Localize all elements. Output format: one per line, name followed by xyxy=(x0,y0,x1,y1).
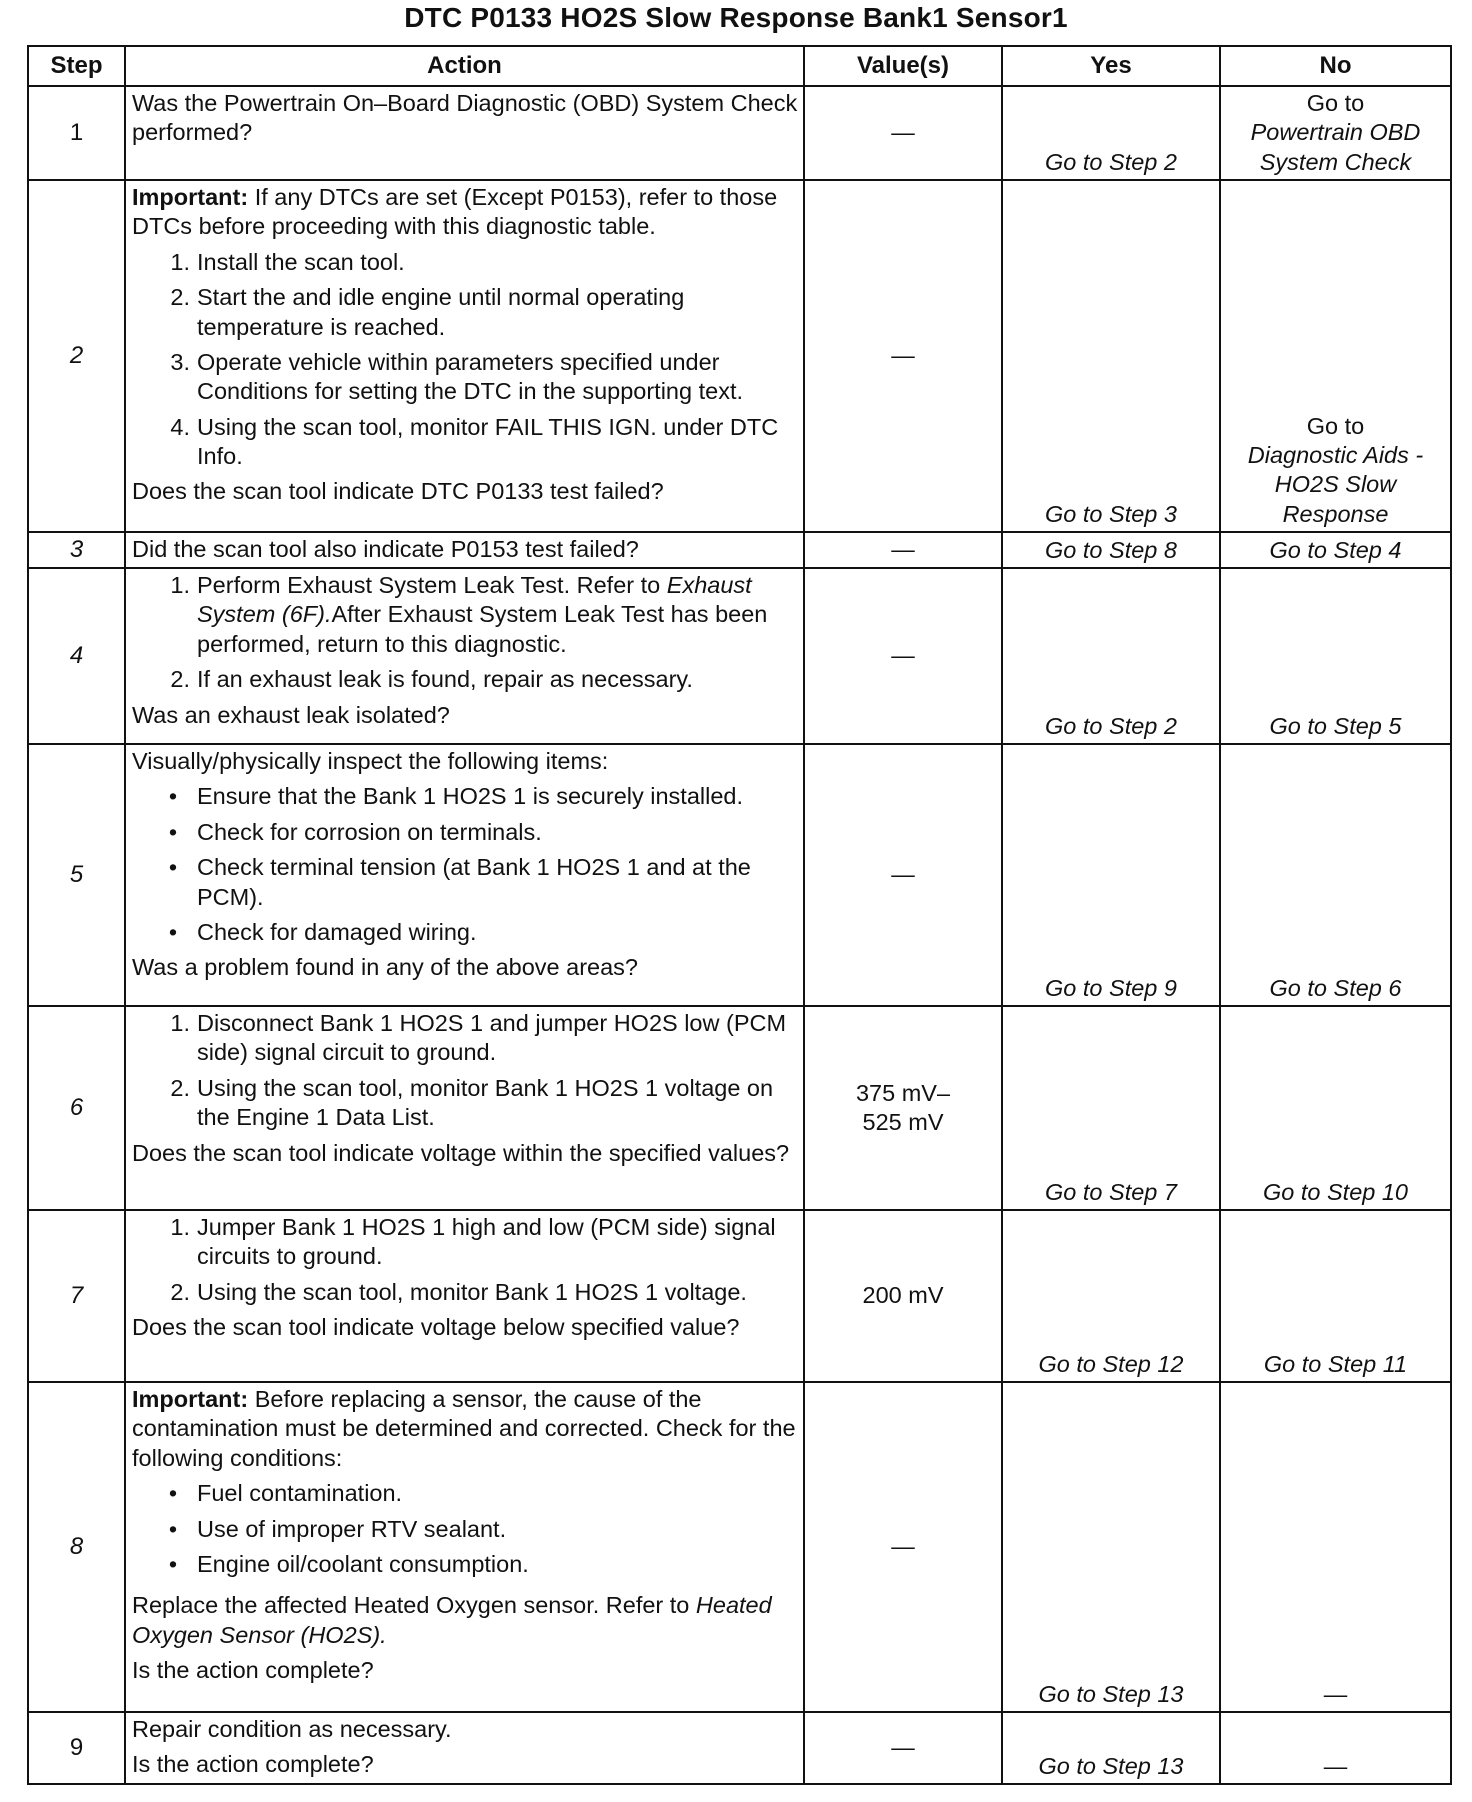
no-goto-text: Go to xyxy=(1306,412,1365,439)
action-cell xyxy=(125,1382,804,1712)
table-row xyxy=(28,744,1451,1006)
no-cell: — xyxy=(1220,1382,1451,1712)
important-label: Important: xyxy=(132,184,249,210)
step-number: 2 xyxy=(28,180,125,532)
action-cell xyxy=(125,1006,804,1210)
list-item: 2. Start the and idle engine until normal operating temperature is reached. xyxy=(170,284,685,340)
action-cell xyxy=(125,1210,804,1382)
step-number: 1 xyxy=(28,86,125,180)
important-label: Important: xyxy=(132,1386,249,1412)
action-question: Is the action complete? xyxy=(132,1751,374,1778)
important-note xyxy=(132,183,800,242)
no-goto-text: Go to xyxy=(1306,89,1365,116)
list-item-text: Using the scan tool, monitor FAIL THIS IGN. under DTC Info. xyxy=(197,413,779,469)
reference-text: Exhaust System (6F). xyxy=(197,572,752,628)
value-cell: — xyxy=(804,744,1002,1006)
action-cell xyxy=(125,86,804,180)
no-cell: Go to Step 4 xyxy=(1220,532,1451,568)
step-number: 3 xyxy=(28,532,125,568)
table-row xyxy=(28,1382,1451,1712)
table-row xyxy=(28,86,1451,180)
value-cell: — xyxy=(804,180,1002,532)
header-yes: Yes xyxy=(1002,46,1220,86)
table-row xyxy=(28,1006,1451,1210)
list-item: 2. Using the scan tool, monitor Bank 1 HO2S 1 voltage. xyxy=(170,1278,747,1305)
list-item-text: Fuel contamination. xyxy=(197,1480,403,1507)
action-cell xyxy=(125,180,804,532)
value-cell: — xyxy=(804,1382,1002,1712)
value-range-high: 525 mV xyxy=(862,1109,944,1135)
action-question: Is the action complete? xyxy=(132,1657,374,1683)
no-cell: — xyxy=(1220,1712,1451,1784)
yes-cell: Go to Step 3 xyxy=(1002,180,1220,532)
list-item: 3. Operate vehicle within parameters specified under Conditions for setting the DTC in the supporting text. xyxy=(170,348,744,405)
value-cell: 200 mV xyxy=(804,1210,1002,1382)
bullet-list xyxy=(132,782,800,947)
value-cell: — xyxy=(804,1712,1002,1784)
important-text: If any DTCs are set (Except P0153), refer to those DTCs before proceeding with this diagnostic table. xyxy=(132,184,778,240)
action-cell xyxy=(125,568,804,744)
yes-cell: Go to Step 2 xyxy=(1002,568,1220,744)
no-ref-text: Powertrain OBD System Check xyxy=(1250,119,1421,175)
numbered-list xyxy=(132,1009,800,1133)
step-number: 8 xyxy=(28,1382,125,1712)
step-number: 9 xyxy=(28,1712,125,1784)
table-row xyxy=(28,568,1451,744)
list-item-text: Using the scan tool, monitor Bank 1 HO2S 1 voltage on the Engine 1 Data List. xyxy=(197,1074,774,1131)
table-row xyxy=(28,1712,1451,1784)
list-item: • Check for damaged wiring. xyxy=(168,918,477,945)
value-range-low: 375 mV– xyxy=(855,1079,951,1106)
header-values: Value(s) xyxy=(804,46,1002,86)
value-cell: — xyxy=(804,86,1002,180)
list-item-text: Check for damaged wiring. xyxy=(197,918,477,945)
table-row xyxy=(28,532,1451,568)
list-item-text: Engine oil/coolant consumption. xyxy=(197,1550,529,1577)
list-item: • Fuel contamination. xyxy=(168,1480,403,1507)
list-item-text: Check for corrosion on terminals. xyxy=(197,818,542,845)
step-number: 6 xyxy=(28,1006,125,1210)
list-item: 1. Perform Exhaust System Leak Test. Refer to Exhaust System (6F).After Exhaust System Leak Test has been performed, return to this diagnostic. xyxy=(170,572,768,657)
step-number: 4 xyxy=(28,568,125,744)
yes-cell: Go to Step 2 xyxy=(1002,86,1220,180)
no-cell xyxy=(1220,180,1451,532)
header-action: Action xyxy=(125,46,804,86)
value-cell xyxy=(804,1006,1002,1210)
list-item-text: Disconnect Bank 1 HO2S 1 and jumper HO2S low (PCM side) signal circuit to ground. xyxy=(197,1010,787,1066)
action-question: Was the Powertrain On–Board Diagnostic (OBD) System Check performed? xyxy=(132,90,798,146)
table-row xyxy=(28,180,1451,532)
step-number: 5 xyxy=(28,744,125,1006)
yes-cell: Go to Step 7 xyxy=(1002,1006,1220,1210)
action-question: Was a problem found in any of the above areas? xyxy=(132,954,638,981)
reference-text: Heated Oxygen Sensor (HO2S). xyxy=(132,1592,772,1648)
action-intro: Visually/physically inspect the following items: xyxy=(132,748,609,774)
value-cell: — xyxy=(804,568,1002,744)
list-item: 1. Install the scan tool. xyxy=(170,248,405,275)
header-no: No xyxy=(1220,46,1451,86)
action-question: Does the scan tool indicate voltage below specified value? xyxy=(132,1314,740,1341)
list-item: 2. If an exhaust leak is found, repair as necessary. xyxy=(170,666,693,693)
value-cell: — xyxy=(804,532,1002,568)
action-cell xyxy=(125,1712,804,1784)
yes-cell: Go to Step 12 xyxy=(1002,1210,1220,1382)
action-question: Was an exhaust leak isolated? xyxy=(132,701,450,728)
yes-cell: Go to Step 13 xyxy=(1002,1382,1220,1712)
list-item: • Ensure that the Bank 1 HO2S 1 is securely installed. xyxy=(168,783,744,810)
action-question: Does the scan tool indicate voltage within the specified values? xyxy=(132,1139,790,1166)
action-cell xyxy=(125,744,804,1006)
list-item: • Check for corrosion on terminals. xyxy=(168,818,542,845)
list-item: • Check terminal tension (at Bank 1 HO2S 1 and at the PCM). xyxy=(168,854,751,910)
no-cell: Go to Step 5 xyxy=(1220,568,1451,744)
list-item-text: After Exhaust System Leak Test has been performed, return to this diagnostic. xyxy=(197,601,768,657)
list-item-text: If an exhaust leak is found, repair as necessary. xyxy=(197,666,693,693)
numbered-list xyxy=(132,248,800,472)
header-step: Step xyxy=(28,46,125,86)
list-item: 2. Using the scan tool, monitor Bank 1 HO2S 1 voltage on the Engine 1 Data List. xyxy=(170,1074,774,1131)
list-item-text: Jumper Bank 1 HO2S 1 high and low (PCM side) signal circuits to ground. xyxy=(197,1214,776,1270)
list-item-text: Using the scan tool, monitor Bank 1 HO2S 1 voltage. xyxy=(197,1278,747,1305)
no-cell xyxy=(1220,86,1451,180)
bullet-list xyxy=(132,1479,800,1579)
important-note xyxy=(132,1385,800,1473)
replace-text: Replace the affected Heated Oxygen sensor. Refer to xyxy=(132,1592,696,1619)
diagnostic-table xyxy=(27,45,1452,1785)
list-item-text: Perform Exhaust System Leak Test. Refer to xyxy=(197,572,667,598)
table-row xyxy=(28,1210,1451,1382)
list-item: • Use of improper RTV sealant. xyxy=(168,1515,507,1542)
yes-cell: Go to Step 13 xyxy=(1002,1712,1220,1784)
step-number: 7 xyxy=(28,1210,125,1382)
list-item: • Engine oil/coolant consumption. xyxy=(168,1550,529,1577)
list-item-text: Install the scan tool. xyxy=(197,248,405,275)
list-item-text: Start the and idle engine until normal operating temperature is reached. xyxy=(197,284,685,340)
document-title: DTC P0133 HO2S Slow Response Bank1 Sensor1 xyxy=(404,2,1068,33)
no-cell: Go to Step 10 xyxy=(1220,1006,1451,1210)
numbered-list xyxy=(132,1213,800,1307)
important-text: Before replacing a sensor, the cause of the contamination must be determined and corrected. Check for the following conditions: xyxy=(132,1386,796,1471)
action-question: Did the scan tool also indicate P0153 test failed? xyxy=(132,536,639,562)
replace-instruction xyxy=(132,1591,800,1650)
table-header-row xyxy=(28,46,1451,86)
no-ref-text: Diagnostic Aids - HO2S Slow Response xyxy=(1247,441,1424,527)
yes-cell: Go to Step 9 xyxy=(1002,744,1220,1006)
list-item: 1. Jumper Bank 1 HO2S 1 high and low (PCM side) signal circuits to ground. xyxy=(170,1214,776,1270)
list-item: 1. Disconnect Bank 1 HO2S 1 and jumper HO2S low (PCM side) signal circuit to ground. xyxy=(170,1010,787,1066)
list-item: 4. Using the scan tool, monitor FAIL THIS IGN. under DTC Info. xyxy=(170,413,779,469)
list-item-text: Use of improper RTV sealant. xyxy=(197,1515,507,1542)
no-cell: Go to Step 11 xyxy=(1220,1210,1451,1382)
list-item-text: Operate vehicle within parameters specified under Conditions for setting the DTC in the supporting text. xyxy=(197,348,744,405)
yes-cell: Go to Step 8 xyxy=(1002,532,1220,568)
action-text: Repair condition as necessary. xyxy=(132,1716,452,1742)
list-item-text: Ensure that the Bank 1 HO2S 1 is securely installed. xyxy=(197,783,744,810)
action-question: Does the scan tool indicate DTC P0133 test failed? xyxy=(132,478,664,505)
action-cell xyxy=(125,532,804,568)
list-item-text: Check terminal tension (at Bank 1 HO2S 1 and at the PCM). xyxy=(197,854,751,910)
no-cell: Go to Step 6 xyxy=(1220,744,1451,1006)
numbered-list xyxy=(132,571,800,695)
